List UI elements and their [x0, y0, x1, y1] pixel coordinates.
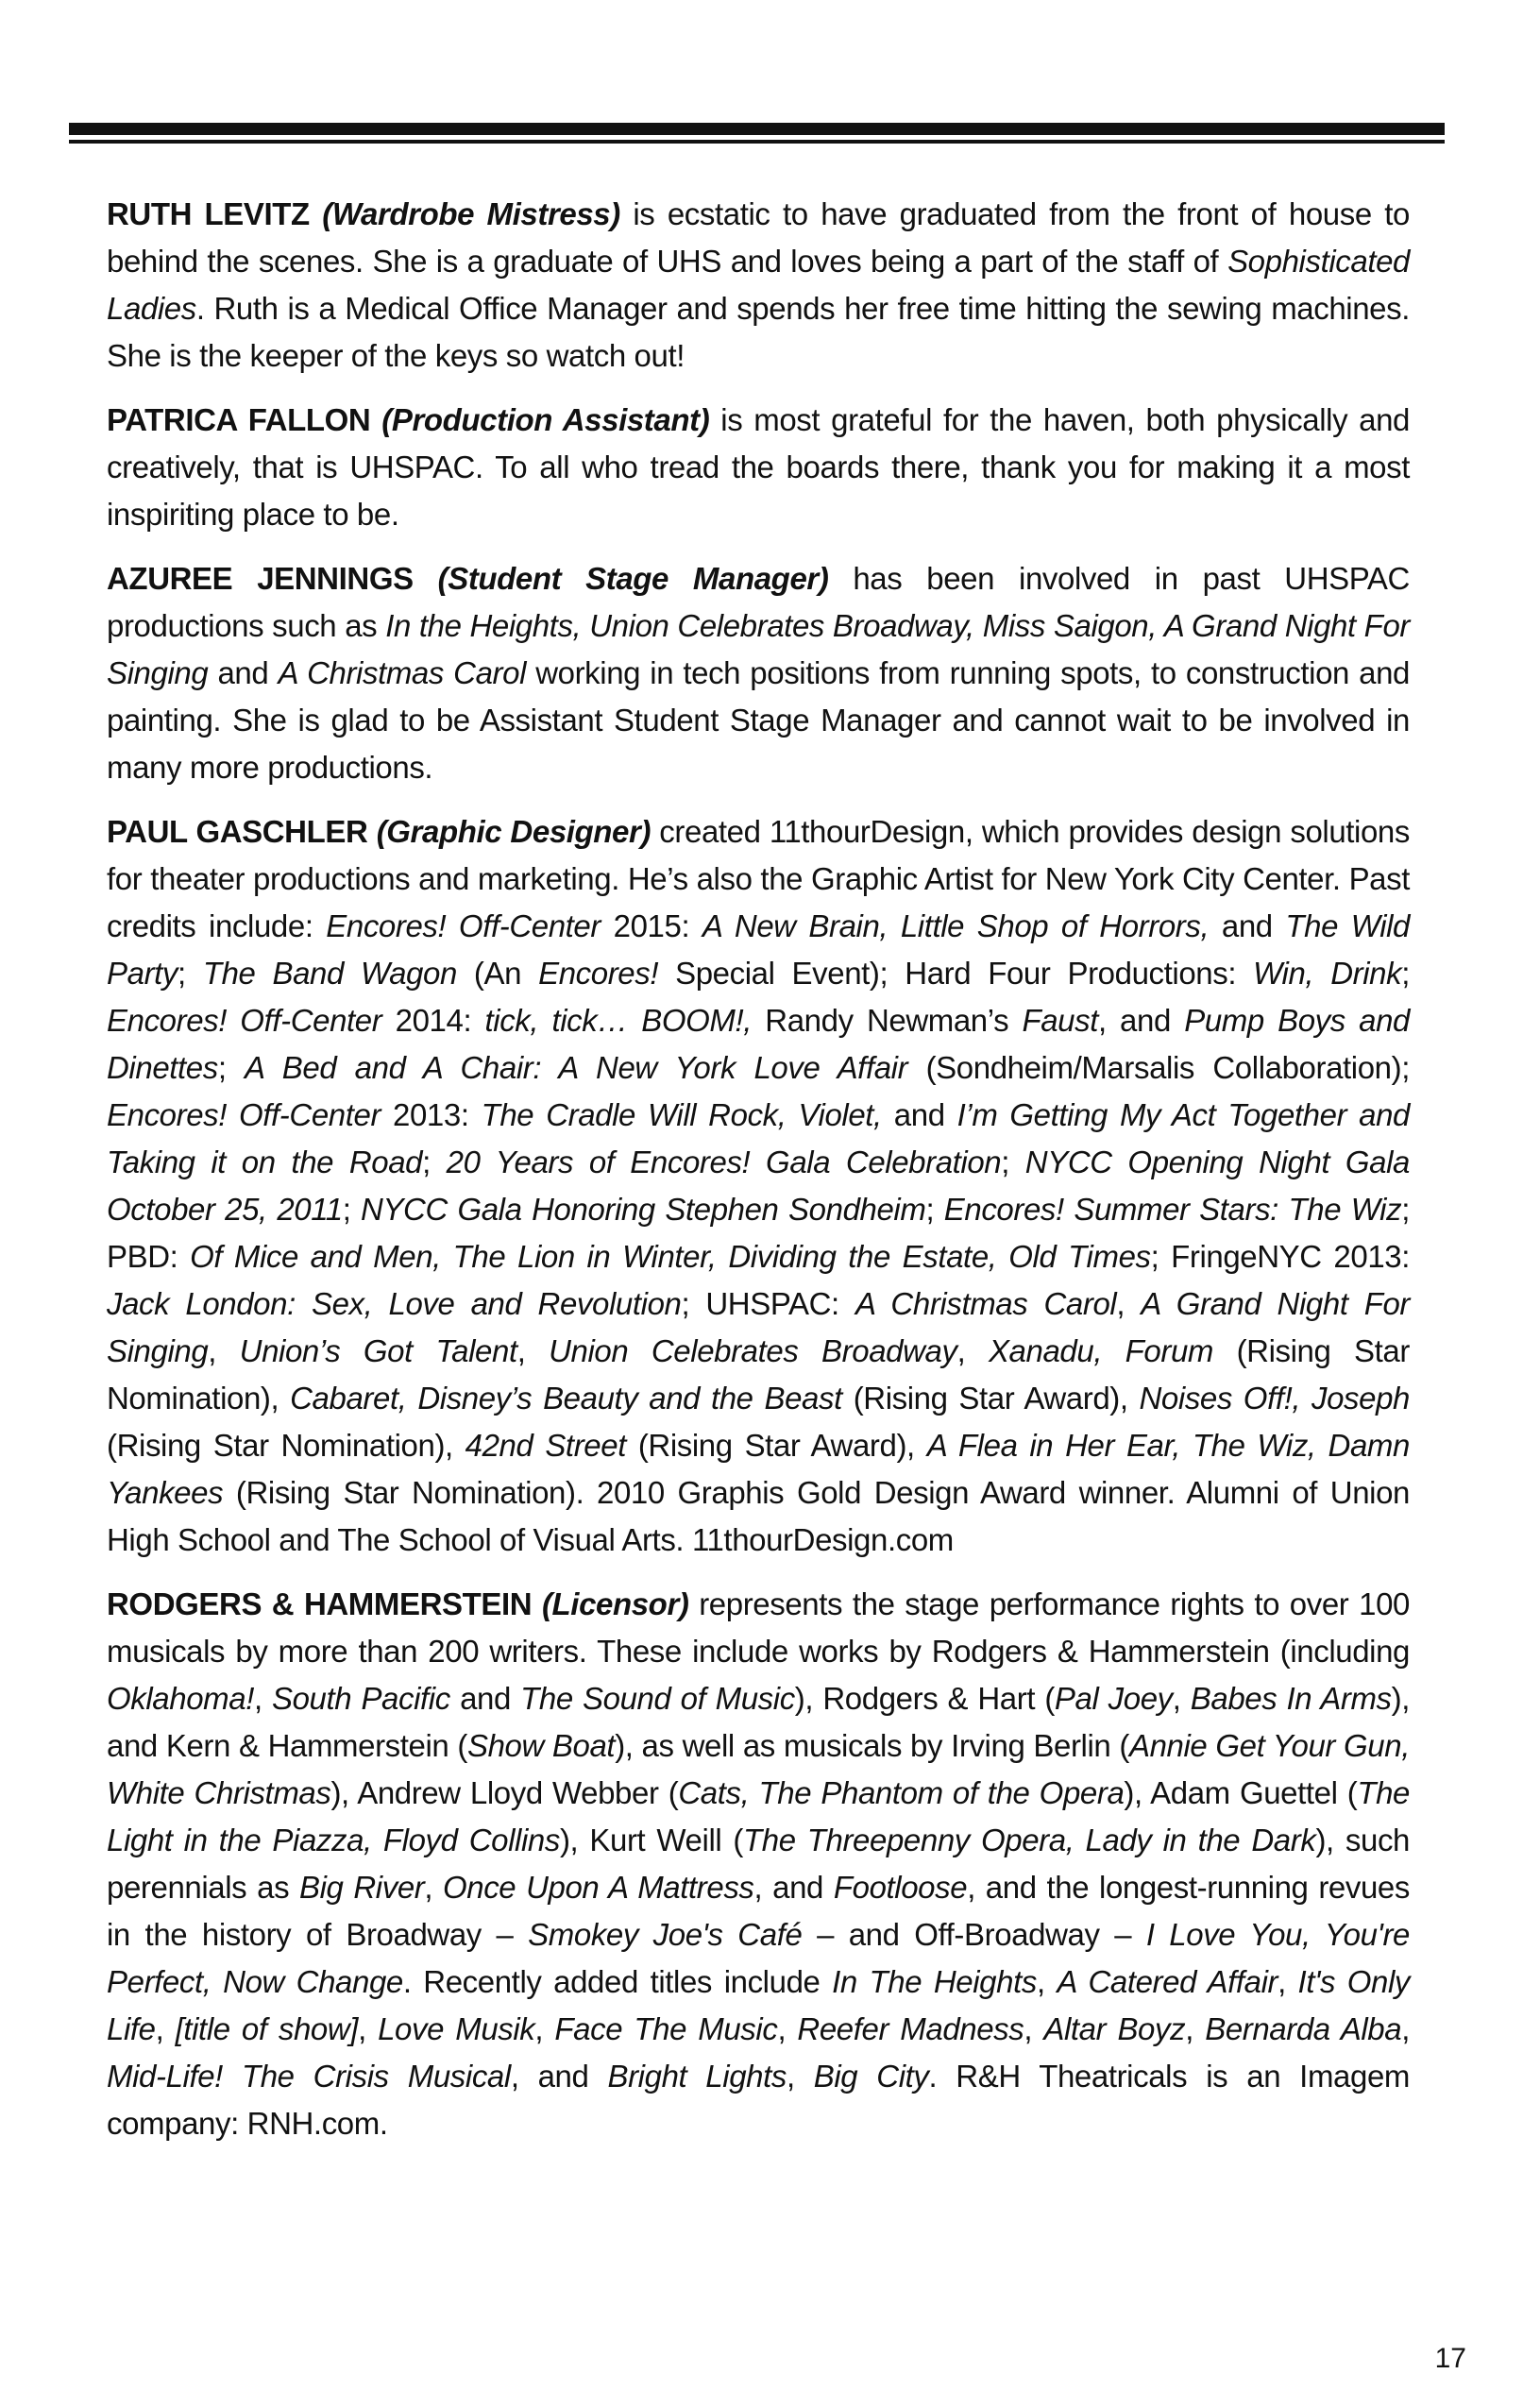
header-rule-thick [69, 123, 1445, 135]
production-title: Oklahoma! [107, 1681, 254, 1716]
bio-text: ; [925, 1192, 944, 1227]
bio-role: (Production Assistant) [381, 402, 710, 437]
bio-text: ), such perennials as [107, 1823, 1410, 1905]
bio-text: , [516, 1333, 550, 1368]
production-title: Reefer Madness [797, 2011, 1024, 2046]
bio-text: ), Rodgers & Hart ( [794, 1681, 1055, 1716]
production-title: Big River [299, 1870, 425, 1905]
production-title: The Threepenny Opera, Lady in the Dark [743, 1823, 1316, 1857]
bio-text: – and Off-Broadway – [802, 1917, 1146, 1952]
bio-text: , [1401, 2011, 1410, 2046]
production-title: Annie Get Your Gun, White Christmas [107, 1728, 1410, 1810]
bio-text: , [777, 2011, 798, 2046]
bio-text: and [1209, 908, 1286, 943]
bio-text: , and [1098, 1003, 1185, 1038]
bio-text: , and [753, 1870, 834, 1905]
bio-text: (Rising Star Nomination), [107, 1333, 1410, 1416]
production-title: Union Celebrates Broadway [549, 1333, 957, 1368]
production-title: The Sound of Music [520, 1681, 795, 1716]
bio-text: and [208, 655, 279, 690]
production-title: A New Brain, Little Shop of Horrors, [702, 908, 1210, 943]
bio-text: , [1116, 1286, 1142, 1321]
bio-text: , [1036, 1964, 1058, 1999]
production-title: Encores! Off-Center [107, 1003, 382, 1038]
bios-column [107, 191, 1410, 2164]
page-number: 17 [1434, 2343, 1466, 2374]
production-title: Noises Off!, Joseph [1139, 1381, 1410, 1416]
bio-text: created 11thourDesign, which provides design solutions for theater productions and marketing. He’s also the Graphic Artist for New York City Center. Past credits include: [107, 814, 1410, 943]
production-title: The Light in the Piazza, Floyd Collins [107, 1775, 1410, 1857]
bio-name: RODGERS & HAMMERSTEIN [107, 1586, 533, 1621]
bio-text: ; [1001, 1145, 1025, 1179]
production-title: Pump Boys and Dinettes [107, 1003, 1410, 1085]
bio-name: PATRICA FALLON [107, 402, 371, 437]
bio-text: ; PBD: [107, 1192, 1410, 1274]
bio-text: , [1024, 2011, 1044, 2046]
bio-text: Randy Newman’s [752, 1003, 1023, 1038]
bio-paragraph [107, 191, 1410, 380]
production-title: Sophisticated Ladies [107, 244, 1410, 326]
bio-text: ; [342, 1192, 362, 1227]
bio-role: (Licensor) [541, 1586, 689, 1621]
bio-text: ), Adam Guettel ( [1124, 1775, 1358, 1810]
production-title: tick, tick… BOOM!, [484, 1003, 752, 1038]
bio-text: , [358, 2011, 379, 2046]
production-title: 20 Years of Encores! Gala Celebration [446, 1145, 1002, 1179]
bio-text: 2015: [600, 908, 702, 943]
bio-text: working in tech positions from running spots, to construction and painting. She is glad to be Assistant Student Stage Manager and cannot wait to be involved in many more productions. [107, 655, 1411, 785]
bio-text: 2014: [381, 1003, 485, 1038]
bio-text: , [534, 2011, 555, 2046]
bio-text: is most grateful for the haven, both physically and creatively, that is UHSPAC. To all who tread the boards there, thank you for making it a most inspiriting place to be. [107, 402, 1411, 532]
production-title: 42nd Street [465, 1428, 626, 1463]
bio-text: , [208, 1333, 240, 1368]
production-title: Big City [813, 2059, 929, 2094]
production-title: A Bed and A Chair: A New York Love Affair [245, 1050, 908, 1085]
production-title: Cats, The Phantom of the Opera [678, 1775, 1125, 1810]
production-title: Encores! [538, 956, 659, 991]
production-title: Win, Drink [1253, 956, 1402, 991]
production-title: Altar Boyz [1043, 2011, 1186, 2046]
bio-paragraph [107, 555, 1410, 791]
bio-paragraph [107, 397, 1410, 538]
production-title: Once Upon A Mattress [442, 1870, 754, 1905]
production-title: Footloose [833, 1870, 968, 1905]
production-title: [title of show] [175, 2011, 359, 2046]
production-title: Xanadu, Forum [988, 1333, 1213, 1368]
production-title: A Christmas Carol [855, 1286, 1117, 1321]
bio-text: ), Andrew Lloyd Webber ( [330, 1775, 679, 1810]
bio-paragraph [107, 1581, 1410, 2147]
production-title: Encores! Off-Center [326, 908, 601, 943]
bio-text: , [1185, 2011, 1206, 2046]
bio-text: . Ruth is a Medical Office Manager and spends her free time hitting the sewing machines. She is the keeper of the keys so watch out! [107, 291, 1410, 373]
production-title: Mid-Life! The Crisis Musical [107, 2059, 511, 2094]
production-title: NYCC Gala Honoring Stephen Sondheim [361, 1192, 926, 1227]
production-title: Encores! Off-Center [107, 1097, 381, 1132]
production-title: It's Only Life [107, 1964, 1411, 2046]
bio-text: (Rising Star Nomination). 2010 Graphis Gold Design Award winner. Alumni of Union High School and The School of Visual Arts. 11thourDesign.com [107, 1475, 1410, 1557]
production-title: Jack London: Sex, Love and Revolution [107, 1286, 682, 1321]
bio-role: (Student Stage Manager) [437, 561, 829, 596]
bio-text: ; FringeNYC 2013: [1150, 1239, 1410, 1274]
bio-text: , [1278, 1964, 1298, 1999]
bio-text: ; [1401, 956, 1410, 991]
production-title: Union’s Got Talent [239, 1333, 517, 1368]
bio-text: . R&H Theatricals is an Imagem company: RNH.com. [107, 2059, 1410, 2141]
bio-text: represents the stage performance rights to over 100 musicals by more than 200 writers. These include works by Rodgers & Hammerstein (including [107, 1586, 1410, 1669]
production-title: A Catered Affair [1057, 1964, 1278, 1999]
bio-text: (Sondheim/Marsalis Collaboration); [907, 1050, 1410, 1085]
bio-text: , [786, 2059, 814, 2094]
production-title: NYCC Opening Night Gala October 25, 2011 [107, 1145, 1411, 1227]
production-title: Encores! Summer Stars: The Wiz [943, 1192, 1402, 1227]
bio-text: Special Event); Hard Four Productions: [658, 956, 1254, 991]
production-title: In the Heights, Union Celebrates Broadway, Miss Saigon, A Grand Night For Singing [107, 608, 1410, 690]
production-title: Of Mice and Men, The Lion in Winter, Dividing the Estate, Old Times [190, 1239, 1151, 1274]
production-title: Babes In Arms [1190, 1681, 1392, 1716]
production-title: In The Heights [832, 1964, 1037, 1999]
production-title: I Love You, You're Perfect, Now Change [107, 1917, 1410, 1999]
bio-text: is ecstatic to have graduated from the front of house to behind the scenes. She is a graduate of UHS and loves being a part of the staff of [107, 196, 1410, 279]
bio-text: has been involved in past UHSPAC productions such as [107, 561, 1410, 643]
bio-text: , and [510, 2059, 608, 2094]
bio-role: (Graphic Designer) [376, 814, 652, 849]
bio-text: (Rising Star Nomination), [107, 1428, 465, 1463]
production-title: Show Boat [466, 1728, 616, 1763]
bio-text: ), as well as musicals by Irving Berlin ( [615, 1728, 1129, 1763]
production-title: Cabaret, Disney’s Beauty and the Beast [290, 1381, 842, 1416]
bio-text: (Rising Star Award), [841, 1381, 1140, 1416]
production-title: Faust [1022, 1003, 1099, 1038]
production-title: A Christmas Carol [278, 655, 527, 690]
production-title: Face The Music [554, 2011, 778, 2046]
bio-text: , [424, 1870, 443, 1905]
bio-text: , [956, 1333, 989, 1368]
bio-paragraph [107, 808, 1410, 1564]
production-title: Love Musik [378, 2011, 535, 2046]
bio-name: PAUL GASCHLER [107, 814, 368, 849]
production-title: The Band Wagon [202, 956, 457, 991]
production-title: Smokey Joe's Café [528, 1917, 803, 1952]
production-title: I’m Getting My Act Together and Taking it on the Road [107, 1097, 1410, 1179]
bio-text: , [155, 2011, 176, 2046]
bio-text: ; [422, 1145, 447, 1179]
bio-text: ; [217, 1050, 245, 1085]
bio-text: (An [456, 956, 539, 991]
bio-name: AZUREE JENNINGS [107, 561, 414, 596]
production-title: Pal Joey [1054, 1681, 1173, 1716]
production-title: A Grand Night For Singing [107, 1286, 1410, 1368]
bio-role: (Wardrobe Mistress) [322, 196, 620, 231]
bio-text: ; [178, 956, 203, 991]
header-rule-thin [69, 140, 1445, 144]
bio-text: and [881, 1097, 957, 1132]
bio-text: (Rising Star Award), [625, 1428, 927, 1463]
production-title: Bernarda Alba [1205, 2011, 1402, 2046]
bio-text: 2013: [381, 1097, 482, 1132]
bio-text: , [253, 1681, 272, 1716]
production-title: The Wild Party [107, 908, 1411, 991]
bio-text: and [449, 1681, 521, 1716]
production-title: A Flea in Her Ear, The Wiz, Damn Yankees [107, 1428, 1410, 1510]
bio-text: ), and Kern & Hammerstein ( [107, 1681, 1411, 1763]
production-title: South Pacific [271, 1681, 450, 1716]
bio-text: . Recently added titles include [402, 1964, 833, 1999]
production-title: Bright Lights [607, 2059, 787, 2094]
bio-text: ; UHSPAC: [681, 1286, 855, 1321]
production-title: The Cradle Will Rock, Violet, [481, 1097, 882, 1132]
bio-text: ), Kurt Weill ( [559, 1823, 743, 1857]
bio-name: RUTH LEVITZ [107, 196, 310, 231]
bio-text: , and the longest-running revues in the history of Broadway – [107, 1870, 1410, 1952]
bio-text: , [1172, 1681, 1191, 1716]
